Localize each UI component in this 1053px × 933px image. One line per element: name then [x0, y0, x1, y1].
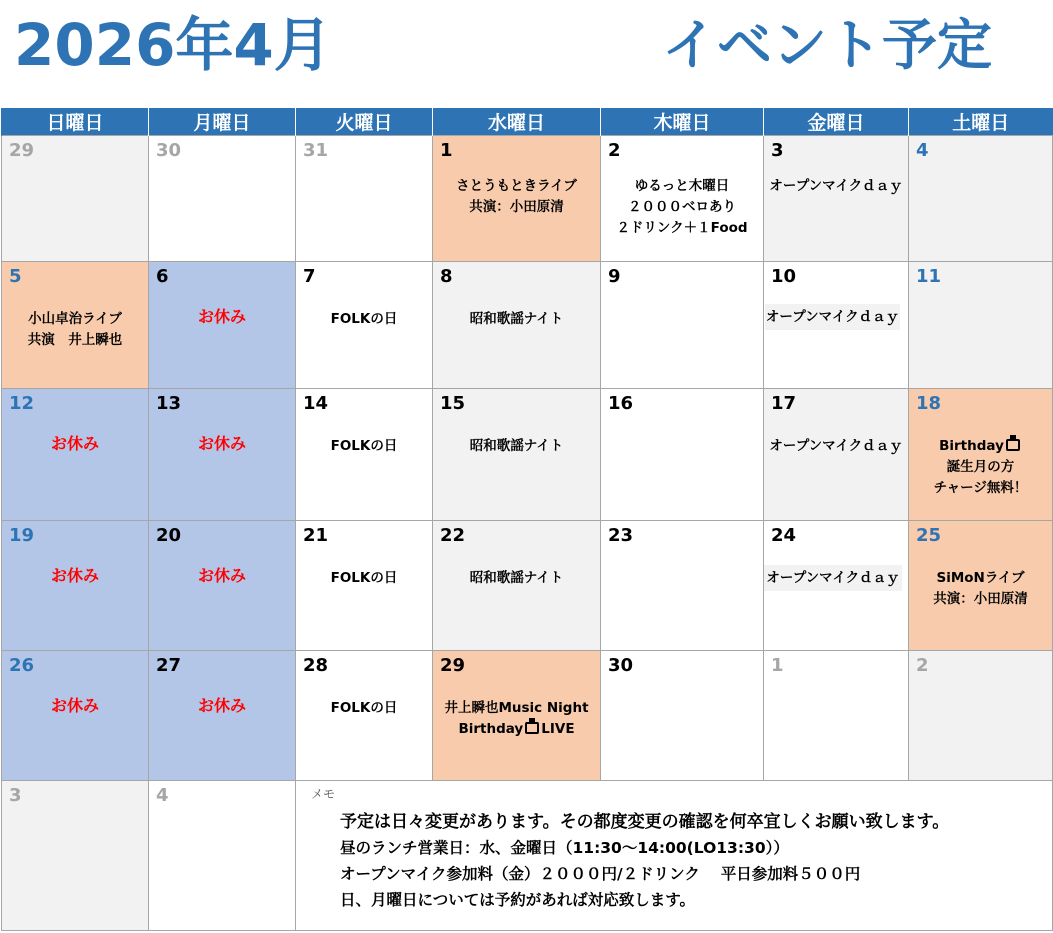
event-line: チャージ無料！ — [933, 480, 1028, 496]
day-cell[interactable] — [433, 651, 601, 781]
closed-label: お休み — [50, 566, 99, 585]
event-line: 小山卓治ライブ — [28, 311, 122, 327]
day-number: 16 — [608, 393, 634, 414]
event-line: ２０００ベロあり — [628, 199, 736, 215]
day-cell[interactable] — [296, 389, 433, 521]
day-number: 29 — [440, 655, 466, 676]
day-number: 31 — [303, 140, 329, 161]
event-text — [2, 309, 148, 351]
day-cell[interactable] — [764, 651, 909, 781]
day-cell[interactable] — [149, 521, 296, 651]
event-text: 昭和歌謡ナイト — [469, 570, 564, 586]
birthday-cake-icon — [1006, 439, 1020, 451]
day-cell[interactable] — [2, 781, 149, 931]
day-number: 9 — [608, 266, 621, 287]
day-cell[interactable] — [764, 389, 909, 521]
week-row — [2, 262, 1053, 389]
birthday-cake-icon — [525, 722, 539, 734]
day-number: 6 — [156, 266, 169, 287]
memo-line: 昼のランチ営業日：水、金曜日（11:30～14:00(LO13:30）） — [340, 839, 789, 857]
day-cell[interactable] — [296, 136, 433, 262]
event-text: 昭和歌謡ナイト — [469, 438, 564, 454]
memo-label: メモ — [311, 787, 336, 801]
day-cell[interactable] — [764, 521, 909, 651]
day-number: 5 — [9, 266, 22, 287]
birthday-label: Birthday — [458, 721, 524, 737]
day-cell[interactable] — [601, 651, 764, 781]
event-text: オープンマイクｄａｙ — [765, 304, 900, 330]
event-line: さとうもときライブ — [456, 178, 577, 194]
day-number: 28 — [303, 655, 329, 676]
memo-line: 日、月曜日については予約があれば対応致します。 — [340, 891, 695, 909]
event-line: 共演：小田原清 — [469, 199, 564, 215]
day-cell[interactable] — [296, 521, 433, 651]
event-line — [909, 436, 1052, 457]
day-number: 2 — [608, 140, 621, 161]
day-number: 8 — [440, 266, 453, 287]
event-line — [433, 719, 600, 740]
day-number: 3 — [771, 140, 784, 161]
closed-label: お休み — [197, 696, 246, 715]
day-number: 24 — [771, 525, 797, 546]
event-text — [909, 568, 1052, 610]
day-cell[interactable] — [764, 262, 909, 389]
day-number: 15 — [440, 393, 466, 414]
day-cell[interactable] — [433, 136, 601, 262]
week-row — [2, 781, 1053, 931]
week-row — [2, 389, 1053, 521]
event-line: 共演 井上瞬也 — [27, 332, 123, 348]
day-cell[interactable] — [909, 651, 1053, 781]
day-cell[interactable] — [2, 136, 149, 262]
closed-label: お休み — [50, 434, 99, 453]
event-line: 誕生月の方 — [946, 459, 1015, 475]
day-number: 13 — [156, 393, 182, 414]
day-number: 23 — [608, 525, 634, 546]
day-number: 1 — [440, 140, 453, 161]
weekday-friday: 金曜日 — [764, 108, 909, 136]
day-cell[interactable] — [601, 389, 764, 521]
day-number: 27 — [156, 655, 182, 676]
event-text: オープンマイクｄａｙ — [764, 565, 902, 591]
closed-label: お休み — [197, 307, 246, 326]
closed-label: お休み — [197, 566, 246, 585]
day-cell[interactable] — [2, 521, 149, 651]
day-number: 7 — [303, 266, 316, 287]
day-number: 14 — [303, 393, 329, 414]
day-cell[interactable] — [909, 389, 1053, 521]
day-number: 1 — [771, 655, 784, 676]
day-number: 17 — [771, 393, 797, 414]
day-number: 19 — [9, 525, 35, 546]
day-cell[interactable] — [909, 262, 1053, 389]
day-number: 11 — [916, 266, 942, 287]
day-number: 3 — [9, 785, 22, 806]
weekday-thursday: 木曜日 — [601, 108, 764, 136]
day-cell[interactable] — [909, 136, 1053, 262]
event-text — [433, 698, 600, 740]
weekday-tuesday: 火曜日 — [296, 108, 433, 136]
memo-line: 予定は日々変更があります。その都度変更の確認を何卒宜しくお願い致します。 — [340, 812, 950, 832]
closed-label: お休み — [50, 696, 99, 715]
day-cell[interactable] — [2, 262, 149, 389]
day-number: 30 — [156, 140, 182, 161]
closed-label: お休み — [197, 434, 246, 453]
day-cell[interactable] — [149, 651, 296, 781]
week-row — [2, 521, 1053, 651]
day-cell[interactable] — [2, 389, 149, 521]
day-cell[interactable] — [149, 389, 296, 521]
event-text — [433, 176, 600, 218]
event-text — [909, 436, 1052, 499]
memo-area[interactable] — [296, 781, 1053, 931]
month-title: 2026年4月 — [14, 11, 332, 79]
day-cell[interactable] — [433, 389, 601, 521]
event-text: FOLKの日 — [330, 570, 398, 586]
day-cell[interactable] — [601, 136, 764, 262]
day-number: 30 — [608, 655, 634, 676]
birthday-label: Birthday — [939, 438, 1004, 454]
weekday-monday: 月曜日 — [149, 108, 296, 136]
day-number: 12 — [9, 393, 35, 414]
live-label: LIVE — [541, 721, 575, 737]
event-line: ゆるっと木曜日 — [634, 178, 730, 194]
week-row — [2, 136, 1053, 262]
event-text — [601, 176, 763, 239]
day-cell[interactable] — [433, 521, 601, 651]
weekday-saturday: 土曜日 — [909, 108, 1053, 136]
event-text: FOLKの日 — [330, 311, 398, 327]
memo-line: オープンマイク参加料（金）２０００円/２ドリンク 平日参加料５００円 — [340, 865, 861, 883]
day-number: 4 — [156, 785, 169, 806]
event-text: 昭和歌謡ナイト — [469, 311, 564, 327]
event-line: ２ドリンク＋１Food — [616, 220, 748, 236]
day-cell[interactable] — [909, 521, 1053, 651]
day-cell[interactable] — [2, 651, 149, 781]
event-text: オープンマイクｄａｙ — [769, 438, 903, 454]
day-cell[interactable] — [764, 136, 909, 262]
day-number: 29 — [9, 140, 35, 161]
day-cell[interactable] — [296, 651, 433, 781]
event-line: 井上瞬也Music Night — [444, 700, 589, 716]
weekday-header-row — [2, 108, 1053, 136]
week-row — [2, 651, 1053, 781]
event-line: オープンマイクｄａｙ — [769, 178, 903, 194]
day-number: 18 — [916, 393, 942, 414]
day-cell[interactable] — [601, 262, 764, 389]
event-line: SiMoNライブ — [936, 570, 1025, 586]
day-cell[interactable] — [433, 262, 601, 389]
event-line: 共演：小田原清 — [933, 591, 1028, 607]
day-number: 2 — [916, 655, 929, 676]
event-text: FOLKの日 — [330, 700, 398, 716]
day-number: 21 — [303, 525, 329, 546]
event-text — [764, 176, 908, 197]
day-cell[interactable] — [296, 262, 433, 389]
day-cell[interactable] — [149, 136, 296, 262]
day-cell[interactable] — [149, 781, 296, 931]
day-number: 10 — [771, 266, 797, 287]
day-number: 4 — [916, 140, 929, 161]
day-number: 22 — [440, 525, 466, 546]
calendar-table — [1, 108, 1053, 931]
day-cell[interactable] — [149, 262, 296, 389]
day-cell[interactable] — [601, 521, 764, 651]
event-title: イベント予定 — [662, 13, 993, 77]
day-number: 25 — [916, 525, 942, 546]
weekday-sunday: 日曜日 — [2, 108, 149, 136]
weekday-wednesday: 水曜日 — [433, 108, 601, 136]
day-number: 26 — [9, 655, 35, 676]
event-text: FOLKの日 — [330, 438, 398, 454]
day-number: 20 — [156, 525, 182, 546]
memo-notes — [340, 809, 949, 913]
